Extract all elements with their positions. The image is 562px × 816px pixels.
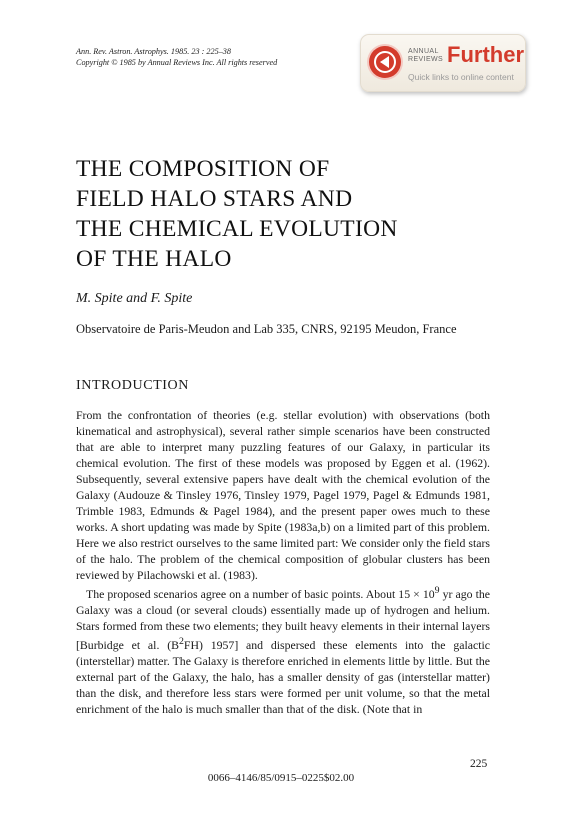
title-line: THE COMPOSITION OF <box>76 156 330 182</box>
further-badge[interactable] <box>360 34 526 92</box>
body-text <box>76 407 490 717</box>
article-title <box>76 154 496 274</box>
further-wordmark: Further <box>447 42 524 67</box>
annual-reviews-label: ANNUAL REVIEWS <box>408 48 444 63</box>
author-1: M. Spite <box>76 291 123 306</box>
section-heading: INTRODUCTION <box>76 378 189 393</box>
journal-line-1: Ann. Rev. Astron. Astrophys. 1985. 23 : 225–38 <box>76 47 231 56</box>
title-line: OF THE HALO <box>76 246 232 272</box>
title-line: FIELD HALO STARS AND <box>76 186 353 212</box>
journal-citation <box>76 46 277 68</box>
author-conjunction: and <box>122 291 151 306</box>
page-number: 225 <box>470 758 488 770</box>
affiliation: Observatoire de Paris-Meudon and Lab 335, CNRS, 92195 Meudon, France <box>76 322 457 336</box>
authors <box>76 291 192 307</box>
author-2: F. Spite <box>150 291 193 306</box>
paragraph-2: The proposed scenarios agree on a number of basic points. About $15 \times 10^9$ yr ago the Galaxy was a cloud (or several clouds) essentially made up of hydrogen and helium. Stars formed from these two elements; they built heavy elements in their internal layers [Burbidge et al. $(B^2FH)$ 1957] and dispersed these elements into the galactic (interstellar) matter. The Galaxy is therefore enriched in elements little by little. But the external part of the Galaxy, the halo, has a smaller density of gas (interstellar matter) than the disk, and therefore less stars were formed per unit volume, so that the metal enrichment of the halo is much smaller than that of the disk. (Note that in <box>76 585 490 716</box>
further-subtitle: Quick links to online content <box>408 72 514 82</box>
paragraph-1: From the confrontation of theories (e.g. stellar evolution) with observations (both kinematical and astrophysical), several rather simple scenarios have been constructed that are able to interpret many puzzling features of our Galaxy, in particular its chemical evolution. The first of these models was proposed by Eggen et al. (1962). Subsequently, several extensive papers have dealt with the chemical evolution of the Galaxy (Audouze & Tinsley 1976, Tinsley 1979, Pagel 1979, Pagel & Edmunds 1981, Trimble 1983, Edmunds & Pagel 1984), and the present paper owes much to these works. A short updating was made by Spite (1983a,b) on a limited part of this problem. Here we also restrict ourselves to the same limited part: We consider only the field stars of the halo. The problem of the chemical composition of globular clusters has been reviewed by Pilachowski et al. (1983). <box>76 408 490 582</box>
title-line: THE CHEMICAL EVOLUTION <box>76 216 398 242</box>
arrow-left-icon <box>369 46 401 78</box>
journal-line-2: Copyright © 1985 by Annual Reviews Inc. All rights reserved <box>76 58 278 67</box>
footer-code: 0066–4146/85/0915–0225$02.00 <box>207 772 355 784</box>
